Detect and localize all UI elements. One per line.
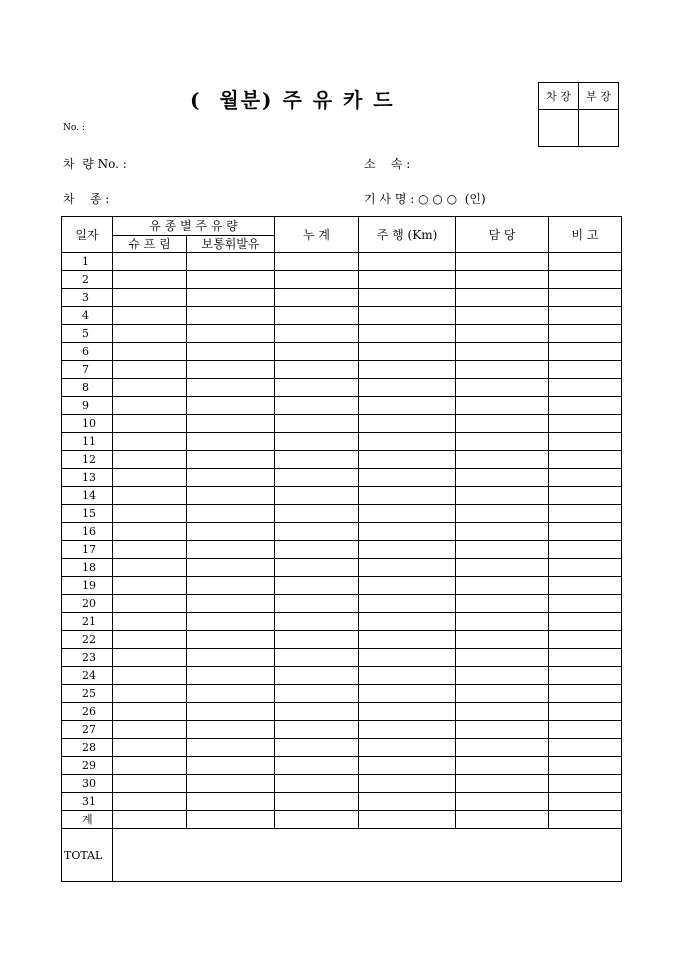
remarks-cell[interactable] bbox=[549, 469, 622, 487]
mileage-cell[interactable] bbox=[359, 721, 456, 739]
premium-cell[interactable] bbox=[113, 271, 187, 289]
day-number: 21 bbox=[62, 613, 113, 631]
table-row bbox=[62, 379, 622, 397]
table-row bbox=[62, 469, 622, 487]
cumulative-cell[interactable] bbox=[275, 379, 359, 397]
mileage-cell[interactable] bbox=[359, 649, 456, 667]
remarks-cell[interactable] bbox=[549, 757, 622, 775]
mileage-cell[interactable] bbox=[359, 307, 456, 325]
premium-cell[interactable] bbox=[113, 739, 187, 757]
premium-cell[interactable] bbox=[113, 469, 187, 487]
regular-cell[interactable] bbox=[187, 685, 275, 703]
mileage-cell[interactable] bbox=[359, 793, 456, 811]
regular-cell[interactable] bbox=[187, 793, 275, 811]
manager-cell[interactable] bbox=[456, 289, 549, 307]
regular-cell[interactable] bbox=[187, 469, 275, 487]
cumulative-cell[interactable] bbox=[275, 469, 359, 487]
mileage-cell[interactable] bbox=[359, 577, 456, 595]
table-row bbox=[62, 703, 622, 721]
premium-cell[interactable] bbox=[113, 541, 187, 559]
remarks-cell[interactable] bbox=[549, 577, 622, 595]
manager-cell[interactable] bbox=[456, 433, 549, 451]
approval-header-manager: 부 장 bbox=[579, 83, 619, 110]
regular-cell[interactable] bbox=[187, 577, 275, 595]
remarks-cell[interactable] bbox=[549, 721, 622, 739]
premium-cell[interactable] bbox=[113, 343, 187, 361]
day-number: 28 bbox=[62, 739, 113, 757]
vehicle-type-field[interactable]: 차 종 : bbox=[63, 192, 110, 206]
regular-cell[interactable] bbox=[187, 775, 275, 793]
day-number: 25 bbox=[62, 685, 113, 703]
cumulative-cell[interactable] bbox=[275, 595, 359, 613]
regular-cell[interactable] bbox=[187, 649, 275, 667]
remarks-cell[interactable] bbox=[549, 307, 622, 325]
table-row bbox=[62, 397, 622, 415]
mileage-cell[interactable] bbox=[359, 667, 456, 685]
day-number: 27 bbox=[62, 721, 113, 739]
table-row bbox=[62, 685, 622, 703]
day-number: 11 bbox=[62, 433, 113, 451]
day-number: 31 bbox=[62, 793, 113, 811]
total-cell[interactable] bbox=[113, 829, 622, 882]
day-number: 12 bbox=[62, 451, 113, 469]
regular-cell[interactable] bbox=[187, 613, 275, 631]
day-number: 23 bbox=[62, 649, 113, 667]
remarks-cell[interactable] bbox=[549, 631, 622, 649]
day-number: 22 bbox=[62, 631, 113, 649]
table-row bbox=[62, 793, 622, 811]
manager-cell[interactable] bbox=[456, 667, 549, 685]
document-number-field[interactable]: No. : bbox=[63, 123, 85, 133]
total-label: TOTAL bbox=[62, 829, 113, 882]
table-row bbox=[62, 757, 622, 775]
day-number: 19 bbox=[62, 577, 113, 595]
table-row bbox=[62, 649, 622, 667]
cumulative-cell[interactable] bbox=[275, 649, 359, 667]
remarks-cell[interactable] bbox=[549, 613, 622, 631]
manager-cell[interactable] bbox=[456, 721, 549, 739]
premium-cell[interactable] bbox=[113, 649, 187, 667]
manager-cell[interactable] bbox=[456, 487, 549, 505]
premium-cell[interactable] bbox=[113, 577, 187, 595]
premium-cell[interactable] bbox=[113, 397, 187, 415]
manager-cell[interactable] bbox=[456, 649, 549, 667]
regular-cell[interactable] bbox=[187, 325, 275, 343]
regular-cell[interactable] bbox=[187, 343, 275, 361]
cumulative-cell[interactable] bbox=[275, 487, 359, 505]
approval-box bbox=[538, 82, 619, 147]
approval-header-director: 차 장 bbox=[539, 83, 579, 110]
cumulative-cell[interactable] bbox=[275, 793, 359, 811]
mileage-cell[interactable] bbox=[359, 595, 456, 613]
mileage-cell[interactable] bbox=[359, 523, 456, 541]
manager-cell[interactable] bbox=[456, 685, 549, 703]
table-row bbox=[62, 541, 622, 559]
premium-cell[interactable] bbox=[113, 559, 187, 577]
header-manager: 담 당 bbox=[456, 217, 549, 253]
premium-cell[interactable] bbox=[113, 415, 187, 433]
remarks-cell[interactable] bbox=[549, 667, 622, 685]
table-row bbox=[62, 631, 622, 649]
premium-cell[interactable] bbox=[113, 379, 187, 397]
regular-cell[interactable] bbox=[187, 361, 275, 379]
remarks-cell[interactable] bbox=[549, 775, 622, 793]
cumulative-cell[interactable] bbox=[275, 397, 359, 415]
subtotal-cell[interactable] bbox=[359, 811, 456, 829]
premium-cell[interactable] bbox=[113, 775, 187, 793]
manager-cell[interactable] bbox=[456, 271, 549, 289]
manager-cell[interactable] bbox=[456, 595, 549, 613]
day-number: 10 bbox=[62, 415, 113, 433]
cumulative-cell[interactable] bbox=[275, 361, 359, 379]
mileage-cell[interactable] bbox=[359, 397, 456, 415]
premium-cell[interactable] bbox=[113, 325, 187, 343]
cumulative-cell[interactable] bbox=[275, 433, 359, 451]
remarks-cell[interactable] bbox=[549, 595, 622, 613]
subtotal-cell[interactable] bbox=[549, 811, 622, 829]
cumulative-cell[interactable] bbox=[275, 523, 359, 541]
premium-cell[interactable] bbox=[113, 253, 187, 271]
manager-cell[interactable] bbox=[456, 397, 549, 415]
table-row bbox=[62, 343, 622, 361]
vehicle-number-field[interactable]: 차 량 No. : bbox=[63, 157, 127, 171]
table-row bbox=[62, 487, 622, 505]
remarks-cell[interactable] bbox=[549, 523, 622, 541]
remarks-cell[interactable] bbox=[549, 271, 622, 289]
cumulative-cell[interactable] bbox=[275, 415, 359, 433]
regular-cell[interactable] bbox=[187, 397, 275, 415]
remarks-cell[interactable] bbox=[549, 649, 622, 667]
day-number: 14 bbox=[62, 487, 113, 505]
regular-cell[interactable] bbox=[187, 541, 275, 559]
remarks-cell[interactable] bbox=[549, 487, 622, 505]
premium-cell[interactable] bbox=[113, 289, 187, 307]
header-remarks: 비 고 bbox=[549, 217, 622, 253]
mileage-cell[interactable] bbox=[359, 631, 456, 649]
day-number: 20 bbox=[62, 595, 113, 613]
mileage-cell[interactable] bbox=[359, 415, 456, 433]
remarks-cell[interactable] bbox=[549, 739, 622, 757]
mileage-cell[interactable] bbox=[359, 703, 456, 721]
cumulative-cell[interactable] bbox=[275, 307, 359, 325]
manager-cell[interactable] bbox=[456, 523, 549, 541]
cumulative-cell[interactable] bbox=[275, 739, 359, 757]
regular-cell[interactable] bbox=[187, 559, 275, 577]
table-row bbox=[62, 613, 622, 631]
page-title: ( 월분) 주 유 카 드 bbox=[190, 88, 395, 112]
premium-cell[interactable] bbox=[113, 307, 187, 325]
manager-cell[interactable] bbox=[456, 469, 549, 487]
day-number: 9 bbox=[62, 397, 113, 415]
table-row bbox=[62, 325, 622, 343]
remarks-cell[interactable] bbox=[549, 703, 622, 721]
manager-cell[interactable] bbox=[456, 343, 549, 361]
mileage-cell[interactable] bbox=[359, 469, 456, 487]
cumulative-cell[interactable] bbox=[275, 667, 359, 685]
subtotal-cell[interactable] bbox=[113, 811, 187, 829]
cumulative-cell[interactable] bbox=[275, 757, 359, 775]
mileage-cell[interactable] bbox=[359, 505, 456, 523]
mileage-cell[interactable] bbox=[359, 433, 456, 451]
manager-cell[interactable] bbox=[456, 775, 549, 793]
premium-cell[interactable] bbox=[113, 631, 187, 649]
regular-cell[interactable] bbox=[187, 667, 275, 685]
mileage-cell[interactable] bbox=[359, 343, 456, 361]
table-row bbox=[62, 451, 622, 469]
department-field[interactable]: 소 속 : bbox=[364, 157, 411, 171]
remarks-cell[interactable] bbox=[549, 451, 622, 469]
cumulative-cell[interactable] bbox=[275, 721, 359, 739]
regular-cell[interactable] bbox=[187, 721, 275, 739]
regular-cell[interactable] bbox=[187, 379, 275, 397]
day-number: 5 bbox=[62, 325, 113, 343]
regular-cell[interactable] bbox=[187, 253, 275, 271]
mileage-cell[interactable] bbox=[359, 451, 456, 469]
subtotal-label: 계 bbox=[62, 811, 113, 829]
remarks-cell[interactable] bbox=[549, 343, 622, 361]
regular-cell[interactable] bbox=[187, 415, 275, 433]
header-mileage: 주 행 (Km) bbox=[359, 217, 456, 253]
cumulative-cell[interactable] bbox=[275, 253, 359, 271]
table-row bbox=[62, 595, 622, 613]
table-row bbox=[62, 775, 622, 793]
mileage-cell[interactable] bbox=[359, 559, 456, 577]
premium-cell[interactable] bbox=[113, 451, 187, 469]
remarks-cell[interactable] bbox=[549, 379, 622, 397]
header-premium: 슈 프 림 bbox=[113, 236, 187, 253]
cumulative-cell[interactable] bbox=[275, 631, 359, 649]
day-number: 1 bbox=[62, 253, 113, 271]
day-number: 18 bbox=[62, 559, 113, 577]
manager-cell[interactable] bbox=[456, 793, 549, 811]
cumulative-cell[interactable] bbox=[275, 559, 359, 577]
approval-sign-manager[interactable] bbox=[579, 110, 619, 147]
premium-cell[interactable] bbox=[113, 721, 187, 739]
day-number: 30 bbox=[62, 775, 113, 793]
day-number: 17 bbox=[62, 541, 113, 559]
premium-cell[interactable] bbox=[113, 613, 187, 631]
mileage-cell[interactable] bbox=[359, 379, 456, 397]
table-row bbox=[62, 667, 622, 685]
regular-cell[interactable] bbox=[187, 703, 275, 721]
cumulative-cell[interactable] bbox=[275, 451, 359, 469]
premium-cell[interactable] bbox=[113, 361, 187, 379]
day-number: 15 bbox=[62, 505, 113, 523]
table-row bbox=[62, 577, 622, 595]
subtotal-cell[interactable] bbox=[187, 811, 275, 829]
remarks-cell[interactable] bbox=[549, 397, 622, 415]
table-row bbox=[62, 559, 622, 577]
premium-cell[interactable] bbox=[113, 505, 187, 523]
table-row bbox=[62, 361, 622, 379]
day-number: 8 bbox=[62, 379, 113, 397]
manager-cell[interactable] bbox=[456, 577, 549, 595]
mileage-cell[interactable] bbox=[359, 775, 456, 793]
table-row bbox=[62, 415, 622, 433]
mileage-cell[interactable] bbox=[359, 289, 456, 307]
cumulative-cell[interactable] bbox=[275, 541, 359, 559]
cumulative-cell[interactable] bbox=[275, 703, 359, 721]
manager-cell[interactable] bbox=[456, 253, 549, 271]
cumulative-cell[interactable] bbox=[275, 613, 359, 631]
cumulative-cell[interactable] bbox=[275, 685, 359, 703]
manager-cell[interactable] bbox=[456, 505, 549, 523]
remarks-cell[interactable] bbox=[549, 433, 622, 451]
regular-cell[interactable] bbox=[187, 289, 275, 307]
regular-cell[interactable] bbox=[187, 757, 275, 775]
manager-cell[interactable] bbox=[456, 613, 549, 631]
cumulative-cell[interactable] bbox=[275, 325, 359, 343]
manager-cell[interactable] bbox=[456, 415, 549, 433]
manager-cell[interactable] bbox=[456, 631, 549, 649]
regular-cell[interactable] bbox=[187, 631, 275, 649]
fuel-log-table bbox=[61, 216, 622, 882]
remarks-cell[interactable] bbox=[549, 541, 622, 559]
remarks-cell[interactable] bbox=[549, 325, 622, 343]
mileage-cell[interactable] bbox=[359, 253, 456, 271]
regular-cell[interactable] bbox=[187, 307, 275, 325]
premium-cell[interactable] bbox=[113, 523, 187, 541]
day-number: 24 bbox=[62, 667, 113, 685]
manager-cell[interactable] bbox=[456, 559, 549, 577]
regular-cell[interactable] bbox=[187, 271, 275, 289]
premium-cell[interactable] bbox=[113, 703, 187, 721]
regular-cell[interactable] bbox=[187, 451, 275, 469]
mileage-cell[interactable] bbox=[359, 685, 456, 703]
table-row bbox=[62, 433, 622, 451]
cumulative-cell[interactable] bbox=[275, 289, 359, 307]
regular-cell[interactable] bbox=[187, 595, 275, 613]
remarks-cell[interactable] bbox=[549, 685, 622, 703]
regular-cell[interactable] bbox=[187, 523, 275, 541]
manager-cell[interactable] bbox=[456, 739, 549, 757]
subtotal-cell[interactable] bbox=[275, 811, 359, 829]
table-row bbox=[62, 505, 622, 523]
table-row bbox=[62, 523, 622, 541]
subtotal-cell[interactable] bbox=[456, 811, 549, 829]
remarks-cell[interactable] bbox=[549, 559, 622, 577]
premium-cell[interactable] bbox=[113, 667, 187, 685]
premium-cell[interactable] bbox=[113, 757, 187, 775]
remarks-cell[interactable] bbox=[549, 361, 622, 379]
cumulative-cell[interactable] bbox=[275, 271, 359, 289]
header-fuel-by-type: 유 종 별 주 유 량 bbox=[113, 217, 275, 236]
cumulative-cell[interactable] bbox=[275, 343, 359, 361]
mileage-cell[interactable] bbox=[359, 487, 456, 505]
mileage-cell[interactable] bbox=[359, 613, 456, 631]
day-number: 3 bbox=[62, 289, 113, 307]
manager-cell[interactable] bbox=[456, 379, 549, 397]
regular-cell[interactable] bbox=[187, 433, 275, 451]
remarks-cell[interactable] bbox=[549, 289, 622, 307]
day-number: 13 bbox=[62, 469, 113, 487]
day-number: 26 bbox=[62, 703, 113, 721]
manager-cell[interactable] bbox=[456, 541, 549, 559]
regular-cell[interactable] bbox=[187, 505, 275, 523]
manager-cell[interactable] bbox=[456, 307, 549, 325]
day-number: 7 bbox=[62, 361, 113, 379]
premium-cell[interactable] bbox=[113, 595, 187, 613]
approval-sign-director[interactable] bbox=[539, 110, 579, 147]
mileage-cell[interactable] bbox=[359, 541, 456, 559]
table-row bbox=[62, 253, 622, 271]
cumulative-cell[interactable] bbox=[275, 577, 359, 595]
premium-cell[interactable] bbox=[113, 487, 187, 505]
day-number: 2 bbox=[62, 271, 113, 289]
day-number: 6 bbox=[62, 343, 113, 361]
table-row bbox=[62, 739, 622, 757]
manager-cell[interactable] bbox=[456, 325, 549, 343]
regular-cell[interactable] bbox=[187, 739, 275, 757]
table-row bbox=[62, 307, 622, 325]
mileage-cell[interactable] bbox=[359, 739, 456, 757]
manager-cell[interactable] bbox=[456, 451, 549, 469]
manager-cell[interactable] bbox=[456, 703, 549, 721]
mileage-cell[interactable] bbox=[359, 271, 456, 289]
remarks-cell[interactable] bbox=[549, 253, 622, 271]
manager-cell[interactable] bbox=[456, 757, 549, 775]
manager-cell[interactable] bbox=[456, 361, 549, 379]
day-number: 29 bbox=[62, 757, 113, 775]
premium-cell[interactable] bbox=[113, 433, 187, 451]
remarks-cell[interactable] bbox=[549, 505, 622, 523]
remarks-cell[interactable] bbox=[549, 415, 622, 433]
regular-cell[interactable] bbox=[187, 487, 275, 505]
mileage-cell[interactable] bbox=[359, 325, 456, 343]
premium-cell[interactable] bbox=[113, 685, 187, 703]
header-cumulative: 누 계 bbox=[275, 217, 359, 253]
mileage-cell[interactable] bbox=[359, 361, 456, 379]
cumulative-cell[interactable] bbox=[275, 505, 359, 523]
day-number: 4 bbox=[62, 307, 113, 325]
header-regular: 보통휘발유 bbox=[187, 236, 275, 253]
cumulative-cell[interactable] bbox=[275, 775, 359, 793]
mileage-cell[interactable] bbox=[359, 757, 456, 775]
header-date: 일자 bbox=[62, 217, 113, 253]
day-number: 16 bbox=[62, 523, 113, 541]
remarks-cell[interactable] bbox=[549, 793, 622, 811]
table-row bbox=[62, 271, 622, 289]
table-row bbox=[62, 721, 622, 739]
driver-name-field[interactable]: 기 사 명 : ○ ○ ○ (인) bbox=[364, 192, 486, 206]
premium-cell[interactable] bbox=[113, 793, 187, 811]
table-row bbox=[62, 289, 622, 307]
